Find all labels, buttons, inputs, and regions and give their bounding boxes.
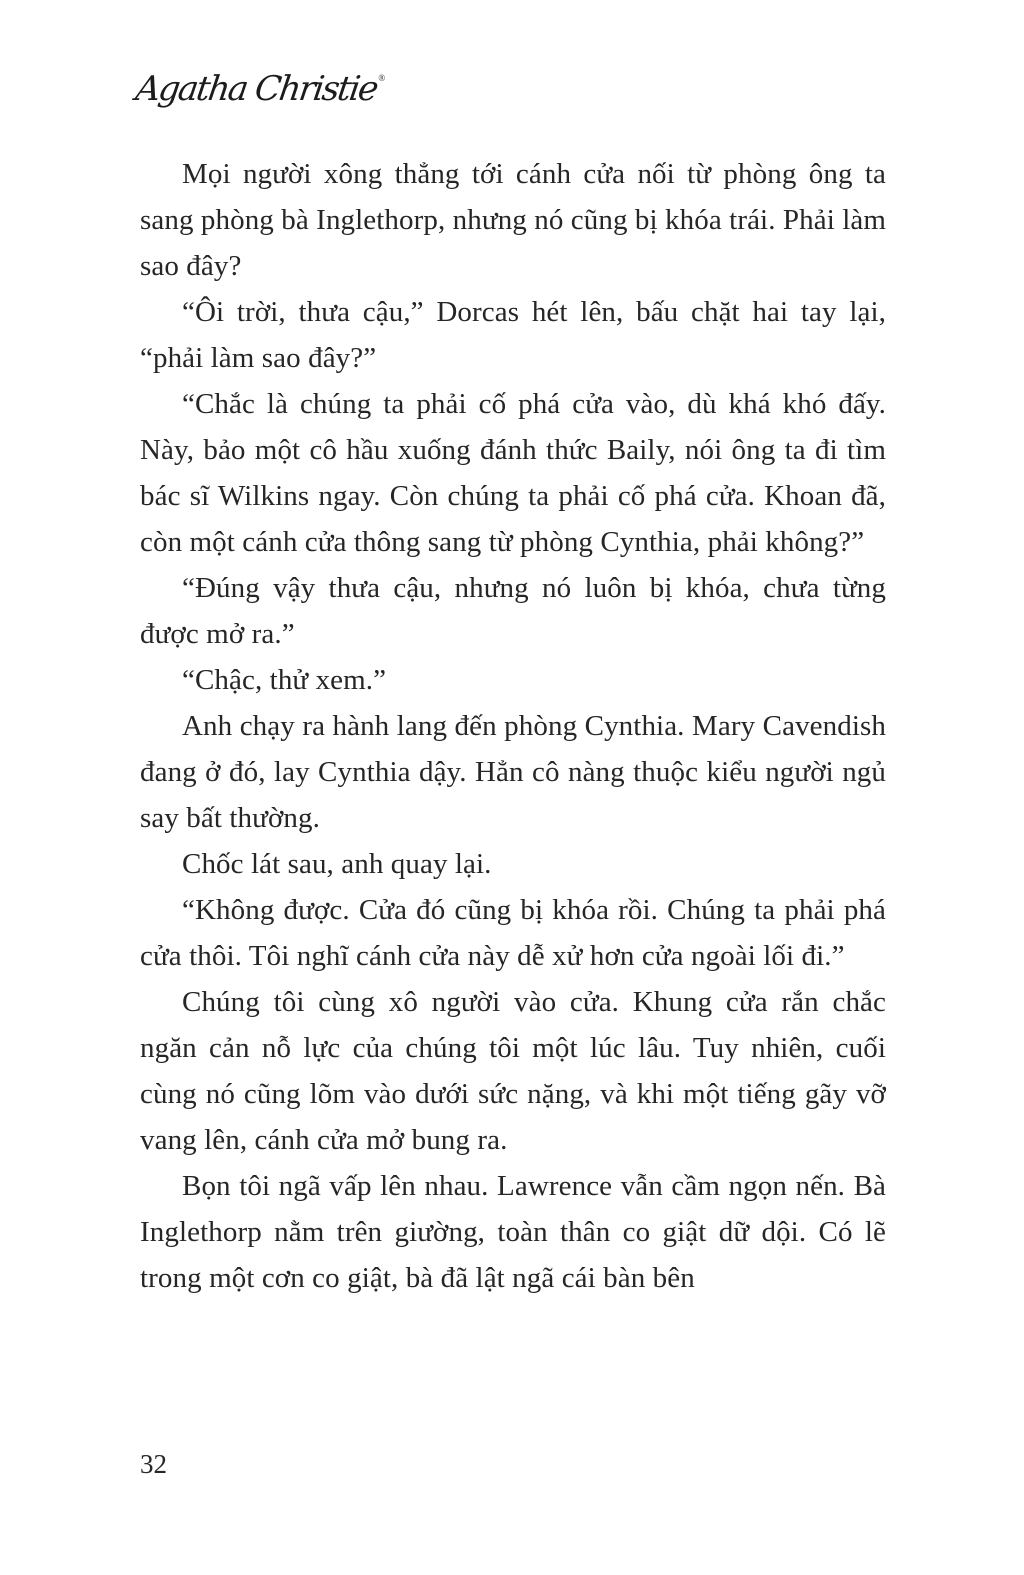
paragraph: “Ôi trời, thưa cậu,” Dorcas hét lên, bấu chặt hai tay lại, “phải làm sao đây?” xyxy=(140,296,886,374)
paragraph: “Chắc là chúng ta phải cố phá cửa vào, dù khá khó đấy. Này, bảo một cô hầu xuống đánh thức Baily, nói ông ta đi tìm bác sĩ Wilkins ngay. Còn chúng ta phải cố phá cửa. Khoan đã, còn một cánh cửa thông sang từ phòng Cynthia, phải không?” xyxy=(140,388,886,558)
agatha-christie-signature-logo xyxy=(133,69,386,120)
paragraph: Chúng tôi cùng xô người vào cửa. Khung cửa rắn chắc ngăn cản nỗ lực của chúng tôi một lúc lâu. Tuy nhiên, cuối cùng nó cũng lõm vào dưới sức nặng, và khi một tiếng gãy vỡ vang lên, cánh cửa mở bung ra. xyxy=(140,986,886,1156)
paragraph: Bọn tôi ngã vấp lên nhau. Lawrence vẫn cầm ngọn nến. Bà Inglethorp nằm trên giường, toàn thân co giật dữ dội. Có lẽ trong một cơn co giật, bà đã lật ngã cái bàn bên xyxy=(140,1170,886,1294)
paragraph: “Chậc, thử xem.” xyxy=(182,664,387,696)
paragraph: Chốc lát sau, anh quay lại. xyxy=(182,848,492,880)
page-text-block xyxy=(140,151,886,1301)
paragraph: Anh chạy ra hành lang đến phòng Cynthia. Mary Cavendish đang ở đó, lay Cynthia dậy. Hẳn cô nàng thuộc kiểu người ngủ say bất thường. xyxy=(140,710,886,834)
page-number: 32 xyxy=(140,1449,167,1479)
logo-signature-text: Agatha Christie xyxy=(133,69,380,109)
logo-trademark-mark: ® xyxy=(378,73,386,83)
paragraph: “Đúng vậy thưa cậu, nhưng nó luôn bị khóa, chưa từng được mở ra.” xyxy=(140,572,886,650)
paragraph: “Không được. Cửa đó cũng bị khóa rồi. Chúng ta phải phá cửa thôi. Tôi nghĩ cánh cửa này dễ xử hơn cửa ngoài lối đi.” xyxy=(140,894,886,972)
paragraph: Mọi người xông thẳng tới cánh cửa nối từ phòng ông ta sang phòng bà Inglethorp, nhưng nó cũng bị khóa trái. Phải làm sao đây? xyxy=(140,158,886,282)
